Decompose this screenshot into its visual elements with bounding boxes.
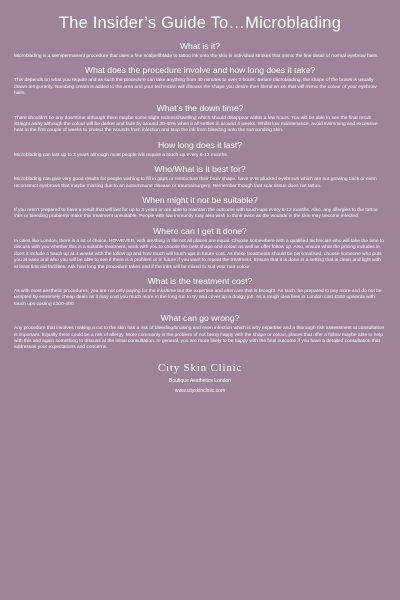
section-question: Where can I get it done? [153,225,247,236]
brand-tagline: Boutique Aesthetics London [169,377,231,384]
section-what-can-go-wrong [14,313,386,352]
section-answer: In cities like London, there is a lot of choice. HOWEVER, with anything in life not all places are equal. Choose somewhere with a qualified technician who will take the time to discuss with you whether this is a suitable treatment, work with you to choose the best shape and colour as well as offer follow up. Also, ensure what the pricing includes ie does it include a touch up at 4 weeks with the follow up and how much will touch-ups in future cost. As these treatments should be personalised, choose someone who puts you at ease and who you will be able to see if there is a problem or in future if you want to repeat the treatment. Ensure that it is done in a setting that is clean and light with at least first aid facilities. Ask how long the procedure takes and if the inks will be mixed to suit your hair colour. [14,238,384,270]
section-answer: There shouldn’t be any downtime although there maybe some slight redness/swelling which should disappear within a few hours. You will be able to see the final result straight away although the colour will be darker and fade by around 30-40% when it all settles in around 4 weeks. Whilst low maintenance, avoid swimming and excessive heat in the first couple of weeks to protect the wounds from infection and stop the ink from bleeding onto the surrounding skin. [14,115,378,134]
section-not-suitable [14,195,386,221]
section-where [14,226,386,271]
section-question: What can go wrong? [160,313,240,324]
section-question: How long does it last? [157,139,243,150]
section-procedure [14,65,386,97]
section-what-is-it [14,41,386,60]
section-answer: If you aren’t prepared to have a result that will last for up to 3 years or are able to maintain the outcome with touch-ups every 6-12 months. Also, any allergies to the tattoo inks or bleeding problems make this treatment unsuitable. People with low immunity may also wish to think twice as the wounds in the skin may become infected. [14,208,378,220]
section-best-for [14,164,386,190]
section-question: What is it? [179,41,221,51]
section-question: What’s the down time? [156,102,244,113]
website-link[interactable]: www.cityskinclinic.com [174,387,226,394]
section-down-time [14,103,386,135]
footer [14,362,386,394]
section-question: When might it not be suitable? [142,195,258,206]
section-answer: Any procedure that involves making a cut to the skin has a risk of bleeding/bruising and even infection which is why expertise and a thorough risk assessment at consultation is important. Equally there could be a risk of allergy. More commonly is the problem of not being happy with the shape or colour, places that offer a follow maybe able to help with this and again something to discuss at the initial consultation. In general, you are more likely to be happy with the final outcome if you have a detailed consultation that addresses your expectations and concerns. [14,326,385,351]
section-question: What is the treatment cost? [147,275,253,286]
brand-logo-text: City Skin Clinic [157,361,243,374]
page-title: The Insider’s Guide To…Microblading [58,14,342,32]
section-how-long [14,140,386,159]
section-question: Who/What is it best for? [154,164,246,175]
section-answer: Microblading is a semipermanent procedure that uses a fine scalpel/blade to tattoo ink onto the skin in individual strokes that mimic the fine detail of normal eyebrow hairs. [14,54,379,59]
section-question: What does the procedure involve and how long does it take? [84,65,316,76]
section-cost [14,276,386,308]
section-answer: As with most aesthetic procedures, you are not only paying for the inks/time but the expertise and aftercare that is brought. As such, be prepared to pay more and do not be tempted by extremely cheap deals as it may cost you much more in the long run to try and cover up a dodgy job. As a rough idea fees in London cost £500 upwards with touch ups costing £300-400. [14,288,382,307]
section-answer: Microblading can last up to 3 years although most people will require a touch-up every 6-12 months. [14,152,229,158]
section-answer: This depends on what you require and as such the procedure can take anything from 40 minutes to over 2 hours. Before microblading, the shape of the brows is usually drawn temporarily. Numbing cream is added to the area and your technician will discuss the shape you desire then blend an ink that will mimic the colour of your eyebrow hairs. [14,78,377,97]
section-answer: Microblading can give very good results for people wishing to fill in gaps or restructure their brow shape, have over plucked eyebrows which are not growing back or even reconstruct eyebrows that maybe missing due to an autoimmune disease or trauma/surgery. Remember though that scar tissue does not tattoo. [14,177,377,189]
